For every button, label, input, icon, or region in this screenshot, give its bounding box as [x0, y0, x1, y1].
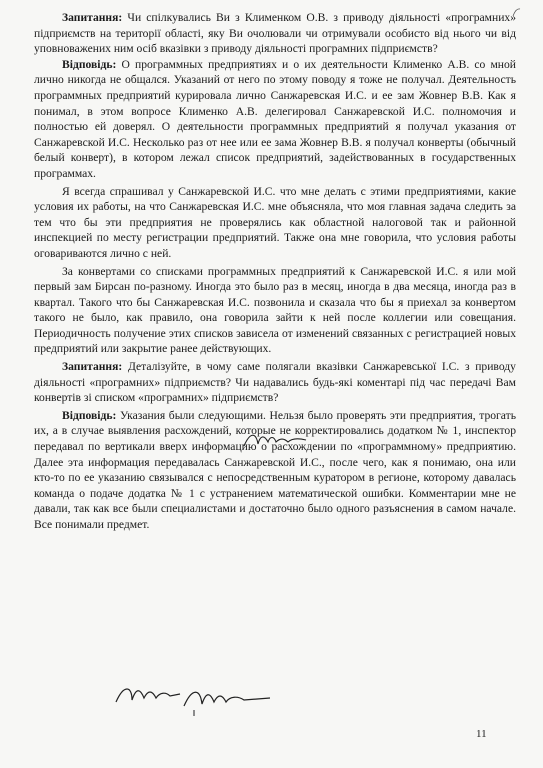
answer-1 [34, 57, 516, 182]
page-number: 11 [476, 728, 487, 740]
answer-label: Відповідь: [62, 57, 117, 71]
question-1-text: Чи спілкувались Ви з Клименком О.В. з приводу діяльності «програмних» підприємств на території області, яку Ви очолювали чи отримували особисто від нього чи від уповноважених ним осіб вказівки з приводу діяльності програмних підприємств? [34, 11, 516, 56]
answer-2 [34, 408, 516, 533]
document-body [34, 10, 516, 533]
paragraph-2: Я всегда спрашивал у Санжаревской И.С. что мне делать с этими предприятиями, какие условия их работы, на что Санжаревская И.С. мне объясняла, что моя главная задача следить за тем что бы эти предприятия не проверялись как областной налоговой так и районной инспекцией по месту регистрации предприятий. Также она мне говорила, что условия работы оговариваются лично с ней. [34, 184, 516, 260]
answer-1-text: О программных предприятиях и о их деятельности Клименко А.В. со мной лично никогда не общался. Указаний от него по этому поводу я тоже не получал. Деятельность программных предприятий курировала лично Санжаревская И.С. и ее зам Жовнер В.В. Как я понимал, в этом вопросе Клименко А.В. делегировал Санжаревской И.С. полномочия и полностью ей доверял. О деятельности программных предприятий я получал указания от Санжаревской И.С. Несколько раз от нее или ее зама Жовнер В.В. я получал конверты (обычный белый конверт), в котором лежал список предприятий, задействованных в государственных программах. [34, 57, 516, 180]
question-1 [34, 10, 516, 57]
answer-2-text: Указания были следующими. Нельзя было проверять эти предприятия, трогать их, а в случае выявления расхождений, которые не корректировались додатком № 1, инспектор передавал по вертикали вверх информацию о расхождении по «программному» предприятию. Далее эта информация передавалась Санжаревской И.С., после чего, как я понимаю, она или кто-то по ее указанию связывался с непосредственным куратором в регионе, которому давалась команда о подаче додатка № 1 с устранением математической ошибки. Комментарии мне не давали, так как все были специалистами и достаточно было одного разъяснения в самом начале. Все понимали предмет. [34, 408, 516, 531]
signature [110, 680, 280, 720]
signature-mark [240, 428, 310, 454]
question-label: Запитання: [62, 360, 123, 374]
question-2 [34, 359, 516, 406]
question-2-text: Деталізуйте, в чому саме полягали вказівки Санжаревської І.С. з приводу діяльності «програмних» підприємств? Чи надавались будь-які коментарі під час передачі Вам конвертів зі списком «програмних» підприємств? [34, 360, 516, 405]
question-label: Запитання: [62, 11, 123, 24]
paragraph-3: За конвертами со списками программных предприятий к Санжаревской И.С. я или мой первый зам Бирсан по-разному. Иногда это было раз в месяц, иногда в два месяца, иногда раз в квартал. Такого что бы Санжаревская И.С. позвонила и сказала что бы я приехал за конвертом такого не было, как правило, она говорила зайти к ней после коллегии или совещания. Периодичность получение этих списков зависела от изменений связанных с регистрацией новых предприятий или закрытие ранее действующих. [34, 264, 516, 356]
answer-label: Відповідь: [62, 408, 117, 422]
